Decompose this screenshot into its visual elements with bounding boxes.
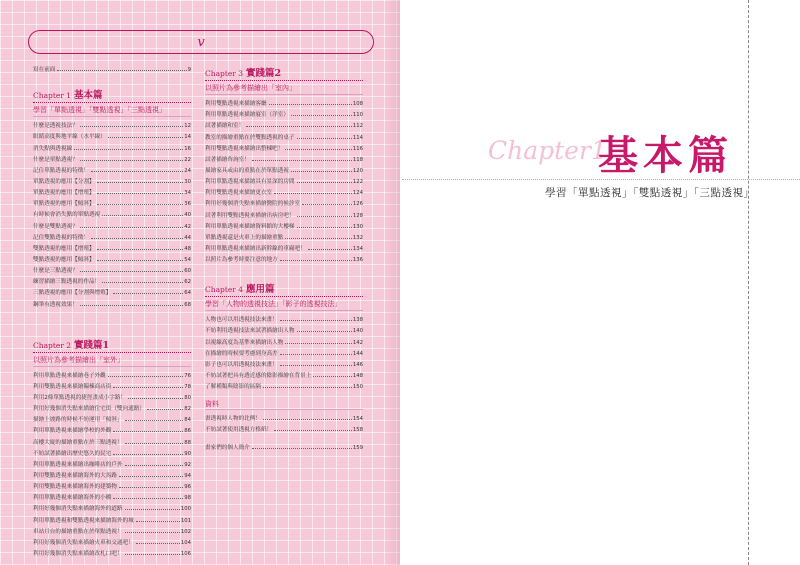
toc-page-number: 48 [184, 245, 191, 252]
toc-page-number: 120 [352, 167, 363, 174]
dot-leader [297, 216, 352, 217]
toc-entry-title: 單點透視還是火車上的描繪重點 [205, 234, 284, 241]
toc-entry[interactable] [33, 62, 191, 73]
chapter-1-subtitle: 學習「單點透視」「雙點透視」「三點透視」 [33, 106, 166, 115]
divider [205, 80, 363, 81]
chapter-3-subtitle: 以照片為參考描繪出「室內」 [205, 84, 296, 92]
chapter-1-items [33, 118, 191, 307]
dot-leader [97, 204, 184, 205]
dot-leader [302, 204, 352, 205]
dot-leader [80, 160, 183, 161]
toc-entry[interactable] [33, 174, 191, 185]
divider [205, 310, 363, 311]
toc-entry-title: 利用雙點透視來描繪海外的大馬路 [33, 472, 117, 479]
dot-leader [297, 331, 352, 332]
toc-entry[interactable] [33, 512, 191, 523]
toc-page-number: 36 [184, 201, 191, 208]
toc-entry-title: 單點透視的應用【增殖】 [33, 190, 95, 197]
chapter-4-items [205, 312, 363, 390]
dot-leader [125, 554, 180, 555]
toc-entry-title: 消失點與透視線 [33, 145, 73, 152]
toc-entry-title: 試著描繪和室！ [205, 123, 245, 130]
toc-page-number: 88 [184, 439, 191, 446]
dot-leader [97, 182, 184, 183]
dot-leader [269, 104, 352, 105]
dot-leader [80, 227, 183, 228]
toc-entry[interactable] [33, 118, 191, 129]
toc-page-number: 159 [352, 444, 363, 451]
divider [205, 409, 363, 410]
toc-page-number: 98 [184, 495, 191, 502]
dot-leader [313, 376, 352, 377]
toc-entry-title: 利用雙點透視來描繪獨棟商店街 [33, 383, 112, 390]
toc-page-number: 30 [184, 178, 191, 185]
toc-page-number: 132 [352, 234, 363, 241]
dot-leader [291, 171, 352, 172]
toc-page-number: 128 [352, 212, 363, 219]
toc-page-number: 102 [180, 528, 191, 535]
toc-entry-title: 單點透視的應用【分割】 [33, 178, 95, 185]
toc-entry-title: 什麼是單點透視？ [33, 156, 78, 163]
toc-entry-title: 鋼筆有透視效果！ [33, 301, 78, 308]
chapter-4-heading [205, 281, 363, 295]
toc-entry[interactable] [205, 141, 363, 152]
gutter-shadow [384, 0, 400, 565]
toc-entry[interactable] [33, 434, 191, 445]
toc-entry[interactable] [205, 439, 363, 450]
toc-entry[interactable] [205, 163, 363, 174]
chapter-1-heading [33, 87, 191, 101]
toc-entry[interactable] [205, 379, 363, 390]
toc-entry[interactable] [33, 524, 191, 535]
toc-page-number: 158 [352, 427, 363, 434]
dot-leader [125, 465, 184, 466]
chapter-1-label: Chapter 1 [33, 91, 72, 101]
appendix-heading: 資料 [205, 400, 219, 409]
toc-entry[interactable] [205, 411, 363, 422]
toc-page-number: 44 [184, 234, 191, 241]
toc-entry-title: 練習描繪三點透視的作品！ [33, 279, 101, 286]
toc-entry-title: 了解種類與陰影的區隔 [205, 384, 261, 391]
dot-leader [80, 126, 183, 127]
toc-page-number: 96 [184, 484, 191, 491]
toc-entry[interactable] [205, 118, 363, 129]
dot-leader [97, 249, 184, 250]
toc-entry-title: 描繪家具或由的重點在於單點透視 [205, 167, 289, 174]
dot-leader [125, 443, 184, 444]
toc-entry[interactable] [33, 468, 191, 479]
appendix-items [205, 411, 363, 433]
chapter-3-label: Chapter 3 [205, 69, 244, 78]
toc-entry[interactable] [33, 390, 191, 401]
toc-entry-title: 高樓大廈的描繪重點在於三點透視！ [33, 439, 123, 446]
dot-leader [97, 193, 184, 194]
dot-leader [102, 282, 183, 283]
toc-entry[interactable] [205, 230, 363, 241]
dot-leader [80, 271, 183, 272]
dot-leader [91, 238, 183, 239]
toc-entry[interactable] [33, 163, 191, 174]
toc-entry[interactable] [33, 241, 191, 252]
toc-entry[interactable] [33, 207, 191, 218]
toc-page-number: 124 [352, 190, 363, 197]
chapter-2-title: 實踐篇1 [74, 339, 110, 351]
toc-page-number: 146 [352, 361, 363, 368]
toc-entry[interactable] [33, 401, 191, 412]
dot-leader [308, 249, 352, 250]
dot-leader [136, 521, 180, 522]
toc-entry-title: 影子也可以用透視技法來畫！ [205, 361, 278, 368]
divider [33, 116, 191, 117]
toc-entry[interactable] [33, 263, 191, 274]
chapter-2-label: Chapter 2 [33, 340, 72, 350]
toc-page-number: 110 [352, 112, 363, 119]
toc-entry[interactable] [205, 219, 363, 230]
dot-leader [125, 532, 180, 533]
toc-page-number: 42 [184, 223, 191, 230]
dot-leader [74, 149, 183, 150]
toc-page-number: 24 [184, 167, 191, 174]
toc-entry-title: 不妨試著使用透視方格紙！ [205, 427, 273, 434]
toc-entry[interactable] [205, 346, 363, 357]
dot-leader [246, 126, 352, 127]
dot-leader [280, 365, 352, 366]
toc-entry-title: 利用好幾個消失點來描繪海外的道路 [33, 506, 123, 513]
toc-entry[interactable] [33, 379, 191, 390]
toc-entry-title: 利用好幾個消失點來描繪醫院的候診室 [205, 201, 301, 208]
toc-entry[interactable] [205, 96, 363, 107]
toc-page-number: 122 [352, 179, 363, 186]
dot-leader [125, 420, 184, 421]
toc-entry[interactable] [205, 207, 363, 218]
toc-entry-title: 有時候會消失點的單點透視 [33, 212, 101, 219]
dot-leader [280, 320, 352, 321]
cover-title: 基本篇 [598, 132, 733, 179]
toc-page-number: 104 [180, 539, 191, 546]
toc-entry-title: 什麼是雙點透視？ [33, 223, 78, 230]
toc-entry-title: 眼睛高度與地平線（水平線） [33, 134, 106, 141]
toc-entry-title: 利用單點透視來描繪具有景深的房間 [205, 179, 295, 186]
toc-entry-title: 利用雙點透視來描繪客廳 [205, 101, 267, 108]
toc-entry[interactable] [205, 422, 363, 433]
dot-leader [108, 376, 184, 377]
chapter-2-heading [33, 337, 191, 351]
toc-entry[interactable] [33, 285, 191, 296]
page-number-frame [28, 30, 374, 54]
toc-page-number: 16 [184, 145, 191, 152]
toc-entry-title: 試著描繪咨詢室！ [205, 156, 250, 163]
divider [33, 352, 191, 353]
dot-leader [274, 193, 352, 194]
toc-entry-title: 利用單點透視和雙點透視來描繪海外的城 [33, 517, 134, 524]
toc-entry-title: 畫透視時人物的比例！ [205, 416, 261, 423]
cover-subtitle: 學習「單點透視」「雙點透視」「三點透視」 [545, 187, 755, 199]
toc-entry[interactable] [33, 296, 191, 307]
dot-leader [280, 354, 352, 355]
toc-entry-title: 不妨利用透視技法來試著描繪出人物 [205, 328, 295, 335]
toc-page-number: 60 [184, 268, 191, 275]
toc-entry[interactable] [33, 490, 191, 501]
dot-leader [97, 260, 184, 261]
toc-page-number: 134 [352, 245, 363, 252]
toc-entry-title: 記住雙點透視的特徵！ [33, 234, 89, 241]
toc-page-number: 101 [180, 517, 191, 524]
toc-entry-title: 人物也可以用透視技法來畫！ [205, 317, 278, 324]
dot-leader [274, 430, 352, 431]
toc-entry-title: 三點透視的應用【分割與增殖】 [33, 290, 112, 297]
dot-leader [280, 260, 352, 261]
dot-leader [119, 487, 183, 488]
toc-entry-title: 利用單點透視來描繪寢室（洋室） [205, 112, 289, 119]
toc-entry[interactable] [33, 535, 191, 546]
toc-entry-title: 在描繪的時候要考慮到身高差 [205, 350, 278, 357]
toc-page-number: 92 [184, 461, 191, 468]
dot-leader [128, 398, 183, 399]
toc-entry[interactable] [205, 323, 363, 334]
cover-chapter-label: Chapter1 [488, 136, 607, 165]
chapter-1-title: 基本篇 [74, 90, 103, 102]
toc-entry[interactable] [205, 152, 363, 163]
toc-entry-title: 單點透視的應用【傾斜】 [33, 201, 95, 208]
toc-entry-title: 利用單點透視來描繪海外的小橋 [33, 495, 112, 502]
toc-entry-title: 利用雙點透視來描繪出整棟吧！ [205, 145, 284, 152]
toc-entry[interactable] [33, 457, 191, 468]
toc-page-number: 150 [352, 384, 363, 391]
toc-page-number: 80 [184, 394, 191, 401]
author-profile-entry [205, 439, 363, 450]
toc-entry[interactable] [205, 312, 363, 323]
toc-entry[interactable] [33, 479, 191, 490]
dot-leader [102, 215, 183, 216]
toc-page-number: 76 [184, 372, 191, 379]
toc-entry-title: 什麼是三點透視？ [33, 268, 78, 275]
toc-entry-title: 利用單點透視來描繪巷子外觀 [33, 372, 106, 379]
toc-entry[interactable] [33, 274, 191, 285]
chapter-4-subtitle: 學習「人物的透視技法」「影子的透視技法」 [205, 300, 342, 309]
toc-entry-title: 試著利用雙點透視來描繪出病房吧！ [205, 212, 295, 219]
toc-entry-title: 利用好幾個消失點來描繪住宅街（雙向通路） [33, 406, 145, 413]
chapter-3-items [205, 96, 363, 263]
dot-leader [113, 431, 183, 432]
dot-leader [285, 343, 352, 344]
toc-entry[interactable] [205, 174, 363, 185]
toc-entry[interactable] [33, 196, 191, 207]
toc-entry-title: 寫在前面 [33, 67, 56, 74]
toc-entry[interactable] [33, 185, 191, 196]
chapter-4-title: 應用篇 [246, 284, 275, 296]
toc-page-number: 112 [352, 123, 363, 130]
toc-page-number: 100 [180, 506, 191, 513]
dot-leader [57, 70, 186, 71]
dot-leader [297, 227, 352, 228]
toc-entry-title: 教室的描繪重點在於雙點透視的桌子 [205, 134, 295, 141]
chapter-3-title: 實踐篇2 [246, 68, 282, 79]
toc-page-number: 118 [352, 156, 363, 163]
toc-entry[interactable] [205, 129, 363, 140]
toc-page-number: 130 [352, 223, 363, 230]
dot-leader [291, 115, 352, 116]
toc-page-number: 140 [352, 328, 363, 335]
toc-entry-title: 不妨試著把具有透近感的陰影描繪在背景上 [205, 372, 312, 379]
dot-leader [252, 448, 352, 449]
toc-page-number: 62 [184, 279, 191, 286]
chapter-4-label: Chapter 4 [205, 285, 244, 295]
dot-leader [113, 387, 183, 388]
toc-page-number: 82 [184, 406, 191, 413]
toc-entry[interactable] [205, 357, 363, 368]
toc-column-left [33, 62, 191, 557]
toc-entry-title: 利用好幾個消失點來描繪火車和交通吧！ [33, 539, 134, 546]
dot-leader [285, 149, 352, 150]
toc-page-number: 90 [184, 450, 191, 457]
toc-page-number: 84 [184, 417, 191, 424]
toc-entry-title: 以視線高度為基準來描繪出人物 [205, 339, 284, 346]
toc-page-number: 40 [184, 212, 191, 219]
toc-page-number: 144 [352, 350, 363, 357]
chapter-2-items [33, 368, 191, 557]
toc-page-number: 64 [184, 290, 191, 297]
toc-page-number: 126 [352, 201, 363, 208]
toc-entry-title: 利用單點透視來描繪出新幹線的車廂吧！ [205, 245, 306, 252]
toc-page-number: 94 [184, 472, 191, 479]
toc-page-number: 78 [184, 383, 191, 390]
roman-page-number: v [197, 34, 205, 50]
toc-entry[interactable] [33, 412, 191, 423]
toc-entry[interactable] [33, 129, 191, 140]
toc-entry-title: 什麼是透視技法？ [33, 123, 78, 130]
toc-page-number: 148 [352, 372, 363, 379]
toc-page-number: 22 [184, 156, 191, 163]
toc-entry-title: 利用雙點透視來描繪海外的建築物 [33, 484, 117, 491]
dot-leader [285, 238, 352, 239]
toc-page-number: 54 [184, 256, 191, 263]
toc-entry[interactable] [205, 334, 363, 345]
dot-leader [80, 305, 183, 306]
page-edge-rule [748, 0, 749, 565]
toc-entry[interactable] [33, 446, 191, 457]
toc-entry[interactable] [205, 252, 363, 263]
toc-page-number: 12 [184, 123, 191, 130]
toc-entry-title: 雙點透視的應用【增殖】 [33, 245, 95, 252]
dot-leader [108, 137, 184, 138]
toc-entry[interactable] [33, 423, 191, 434]
toc-entry-title: 描繪上坡路的時候不妨運用「傾斜」 [33, 417, 123, 424]
dot-leader [263, 387, 352, 388]
toc-page-number: 154 [352, 416, 363, 423]
toc-page-number: 68 [184, 301, 191, 308]
toc-entry-title: 利用單點透視來描繪資料館的大樓梯 [205, 223, 295, 230]
toc-entry[interactable] [33, 218, 191, 229]
toc-entry[interactable] [33, 368, 191, 379]
toc-entry-title: 利用雙點透視來描繪更衣室 [205, 190, 273, 197]
dot-leader [113, 454, 183, 455]
toc-entry-title: 以照片為參考時要注意的地方 [205, 257, 278, 264]
dot-leader [297, 138, 352, 139]
toc-page-number: 14 [184, 134, 191, 141]
toc-entry[interactable] [205, 185, 363, 196]
toc-entry-title: 利用2條單點透視的捷徑畫成小字路！ [33, 394, 127, 401]
divider [33, 102, 191, 103]
toc-entry[interactable] [33, 546, 191, 557]
toc-entry[interactable] [33, 230, 191, 241]
toc-page-number: 136 [352, 257, 363, 264]
dot-leader [119, 476, 183, 477]
toc-entry[interactable] [33, 152, 191, 163]
toc-page-number: 138 [352, 317, 363, 324]
toc-page-number: 114 [352, 134, 363, 141]
toc-column-right [205, 62, 363, 451]
divider [33, 366, 191, 367]
dot-leader [136, 543, 180, 544]
toc-entry-title: 利用單點透視來描繪學校的外觀 [33, 428, 112, 435]
dot-leader [113, 498, 183, 499]
dot-leader [147, 409, 183, 410]
toc-entry-title: 車站月台的描繪重點在於單點透視！ [33, 528, 123, 535]
toc-entry-title: 利用好幾個消失點來描繪改札口吧！ [33, 550, 123, 557]
dot-leader [297, 182, 352, 183]
divider [205, 296, 363, 297]
dot-leader [113, 293, 183, 294]
dot-leader [91, 171, 183, 172]
toc-entry-title: 不妨試著描繪出歷史悠久的民宅 [33, 450, 112, 457]
toc-entry[interactable] [33, 252, 191, 263]
toc-entry-title: 畫家們的個人簡介 [205, 444, 250, 451]
toc-page-number: 116 [352, 145, 363, 152]
toc-page-number: 9 [187, 67, 191, 74]
toc-entry-title: 利用單點透視來描繪出咖啡店的戶外 [33, 461, 123, 468]
toc-entry[interactable] [205, 368, 363, 379]
toc-page-number: 86 [184, 428, 191, 435]
divider [205, 94, 363, 95]
toc-entry[interactable] [205, 107, 363, 118]
toc-page-number: 108 [352, 101, 363, 108]
chapter-3-heading [205, 65, 363, 79]
toc-prelude [33, 62, 191, 73]
toc-entry-title: 記住單點透視的特徵！ [33, 167, 89, 174]
toc-page-number: 142 [352, 339, 363, 346]
toc-page-number: 106 [180, 550, 191, 557]
toc-page-number: 34 [184, 190, 191, 197]
dot-leader [263, 419, 352, 420]
toc-entry[interactable] [205, 241, 363, 252]
chapter-2-subtitle: 以照片為參考描繪出「室外」 [33, 355, 124, 364]
dot-leader [125, 509, 180, 510]
toc-entry-title: 雙點透視的應用【傾斜】 [33, 256, 95, 263]
toc-entry[interactable] [205, 196, 363, 207]
toc-entry[interactable] [33, 501, 191, 512]
toc-entry[interactable] [33, 140, 191, 151]
dot-leader [252, 160, 352, 161]
